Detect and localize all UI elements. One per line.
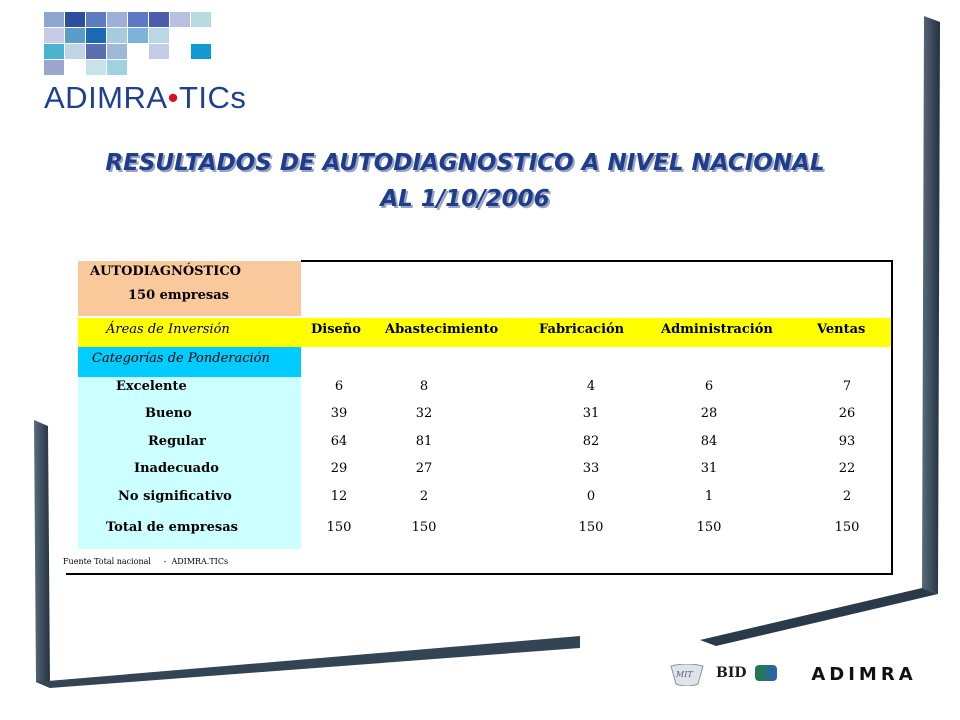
mit-logo-label: MIT <box>676 670 693 679</box>
source-note: Fuente Total nacional - ADIMRA.TICs <box>63 557 229 566</box>
cell-inadecuado-ventas: 22 <box>838 461 856 476</box>
cell-no-significativo-diseno: 12 <box>330 489 348 504</box>
cell-regular-diseno: 64 <box>330 434 348 449</box>
page-title-line-1: RESULTADOS DE AUTODIAGNOSTICO A NIVEL NACIONAL <box>105 150 825 176</box>
adimra-footer-logo <box>794 664 934 686</box>
cell-inadecuado-diseno: 29 <box>330 461 348 476</box>
cell-excelente-administracion: 6 <box>704 379 714 394</box>
row-label-excelente: Excelente <box>116 379 187 394</box>
row-label-bueno: Bueno <box>145 406 192 421</box>
cell-regular-fabricacion: 82 <box>582 434 600 449</box>
cell-total-diseno: 150 <box>326 520 352 535</box>
cell-bueno-ventas: 26 <box>838 406 856 421</box>
page-title-line-2: AL 1/10/2006 <box>380 186 550 212</box>
col-header-diseno: Diseño <box>311 322 361 337</box>
cell-inadecuado-administracion: 31 <box>700 461 718 476</box>
col-header-abastecimiento: Abastecimiento <box>385 322 499 337</box>
row-label-no-significativo: No significativo <box>118 489 232 504</box>
cell-bueno-administracion: 28 <box>700 406 718 421</box>
header-title: AUTODIAGNÓSTICO <box>90 264 241 279</box>
categories-label: Categorías de Ponderación <box>92 351 270 366</box>
cell-total-administracion: 150 <box>696 520 722 535</box>
cell-no-significativo-abastecimiento: 2 <box>419 489 429 504</box>
cell-bueno-abastecimiento: 32 <box>415 406 433 421</box>
table-right-border <box>891 260 893 575</box>
cell-inadecuado-fabricacion: 33 <box>582 461 600 476</box>
cell-excelente-abastecimiento: 8 <box>419 379 429 394</box>
bid-emblem-icon <box>755 665 777 681</box>
cell-excelente-diseno: 6 <box>334 379 344 394</box>
cell-bueno-fabricacion: 31 <box>582 406 600 421</box>
brand-dot: • <box>167 80 179 115</box>
row-label-regular: Regular <box>148 434 206 449</box>
cell-regular-abastecimiento: 81 <box>415 434 433 449</box>
cell-total-abastecimiento: 150 <box>411 520 437 535</box>
frame-right-bar <box>922 16 940 594</box>
bid-logo <box>716 664 777 686</box>
col-header-fabricacion: Fabricación <box>539 322 625 337</box>
cell-no-significativo-fabricacion: 0 <box>586 489 596 504</box>
table-bottom-border <box>66 573 893 575</box>
row-label-total: Total de empresas <box>106 520 238 535</box>
cell-excelente-fabricacion: 4 <box>586 379 596 394</box>
table-top-border <box>301 260 893 262</box>
areas-label: Áreas de Inversión <box>106 322 230 337</box>
adimra-footer-label: ADIMRA <box>811 664 917 685</box>
brand-name-left: ADIMRA <box>44 80 168 115</box>
cell-inadecuado-abastecimiento: 27 <box>415 461 433 476</box>
col-header-ventas: Ventas <box>817 322 866 337</box>
mit-logo <box>668 664 706 686</box>
frame-bottom-right-diagonal <box>700 588 938 646</box>
cell-bueno-diseno: 39 <box>330 406 348 421</box>
cell-excelente-ventas: 7 <box>842 379 852 394</box>
cell-total-fabricacion: 150 <box>578 520 604 535</box>
cell-regular-administracion: 84 <box>700 434 718 449</box>
adimra-tics-logo-mosaic <box>44 12 214 78</box>
frame-bottom-bar <box>36 636 580 688</box>
cell-no-significativo-ventas: 2 <box>842 489 852 504</box>
brand-wordmark <box>44 80 246 116</box>
frame-left-bar <box>34 420 50 688</box>
cell-regular-ventas: 93 <box>838 434 856 449</box>
row-label-inadecuado: Inadecuado <box>134 461 219 476</box>
cell-no-significativo-administracion: 1 <box>704 489 714 504</box>
col-header-administracion: Administración <box>661 322 773 337</box>
cell-total-ventas: 150 <box>834 520 860 535</box>
brand-name-right: TICs <box>178 80 247 115</box>
header-subtitle: 150 empresas <box>128 288 229 303</box>
bid-logo-label: BID <box>716 665 747 681</box>
